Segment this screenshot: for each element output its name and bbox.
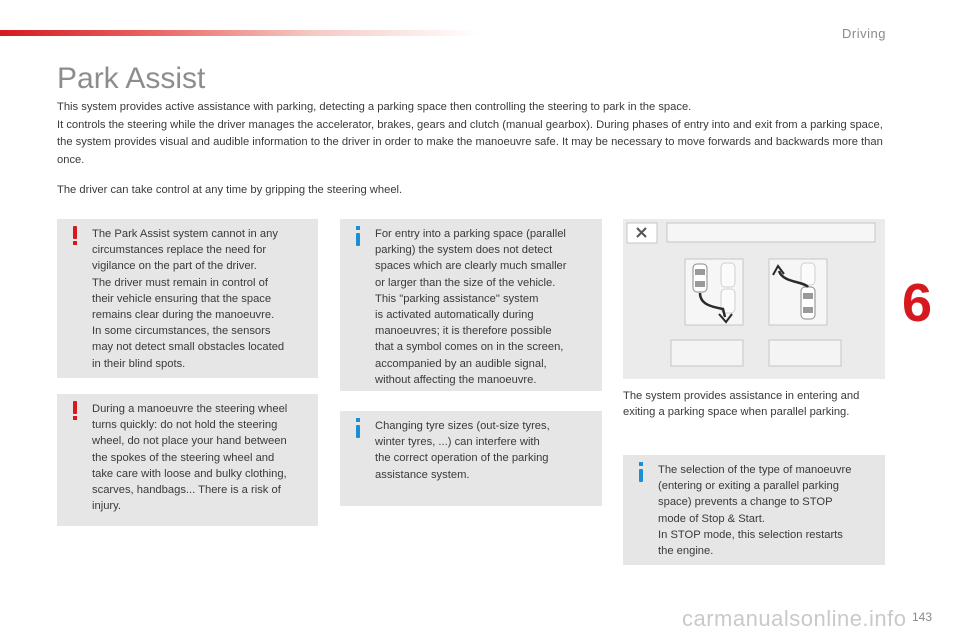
intro-paragraph-2: It controls the steering while the driver manages the accelerator, brakes, gears and clutch (manual gearbox). During phases of entry into and exit from a parking space, the system provides visual and audible information to the driver in order to make the manoeuvre safe. It may be necessary to move forwards and backwards more than once. [57,118,883,166]
warning-box-vigilance [57,219,318,378]
header-accent-bar [0,30,480,36]
info-text: The selection of the type of manoeuvre (entering or exiting a parallel parking space) prevents a change to STOP mode of Stop & Start. In STOP mode, this selection restarts the engine. [658,464,852,558]
intro-paragraph-1: This system provides active assistance with parking, detecting a parking space then controlling the steering to park in the space. [57,101,692,113]
info-text: For entry into a parking space (parallel parking) the system does not detect spaces which are clearly much smaller or larger than the size of the vehicle. This "parking assistance" system is activated automatically during manoeuvres; it is therefore possible that a symbol comes on in the screen, accompanied by an audible signal, without affecting the manoeuvre. [375,228,567,386]
page-number: 143 [912,610,933,624]
park-assist-screen-illustration [623,219,885,379]
section-name: Driving [842,26,886,41]
watermark: carmanualsonline.info [682,606,907,631]
intro-text [57,99,887,169]
warning-icon [68,225,82,247]
page-title: Park Assist [57,62,206,95]
park-assist-diagram [623,219,885,379]
control-note: The driver can take control at any time by gripping the steering wheel. [57,184,403,196]
info-text: Changing tyre sizes (out-size tyres, winter tyres, ...) can interfere with the correct operation of the parking assistance system. [375,420,550,481]
info-icon [351,417,365,439]
warning-text: The Park Assist system cannot in any circumstances replace the need for vigilance on the part of the driver. The driver must remain in control of their vehicle ensuring that the space remains clear during the manoeuvre. In some circumstances, the sensors may not detect small obstacles located in their blind spots. [92,228,285,370]
warning-box-steering [57,394,318,526]
info-icon [634,461,648,483]
info-box-detection [340,219,602,391]
warning-text: During a manoeuvre the steering wheel turns quickly: do not hold the steering wheel, do not place your hand between the spokes of the steering wheel and take care with loose and bulky clothing, scarves, handbags... There is a risk of injury. [92,403,288,513]
info-box-stop-start [623,455,885,565]
info-icon [351,225,365,247]
info-box-tyres [340,411,602,506]
diagram-caption: The system provides assistance in entering and exiting a parking space when parallel parking. [623,390,860,419]
warning-icon [68,400,82,422]
chapter-number: 6 [902,273,933,333]
